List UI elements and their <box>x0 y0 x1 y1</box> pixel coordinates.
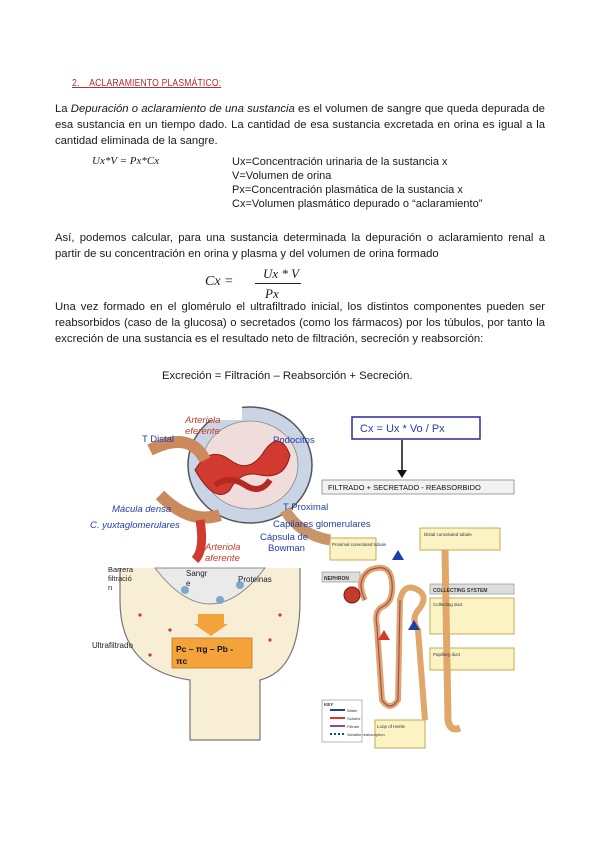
key-filtrate: Filtrate <box>347 724 360 729</box>
label-arteriola-aferente-2: aferente <box>205 553 240 564</box>
formula-arrowhead <box>397 470 407 478</box>
legend-v: V=Volumen de orina <box>232 170 332 182</box>
label-arteriola-eferente-1: Arteriola <box>185 415 221 426</box>
formula-numerator: Ux * V <box>263 266 300 281</box>
nephron-label: NEPHRON <box>324 576 350 582</box>
label-capsula-2: Bowman <box>268 543 305 554</box>
filtered-box-text: FILTRADO + SECRETADO - REABSORBIDO <box>328 483 481 492</box>
collecting-duct-label: Collecting duct <box>433 602 463 607</box>
intro-paragraph <box>55 101 545 149</box>
label-sangre-2: e <box>186 579 191 588</box>
section-title <box>72 77 221 89</box>
formula-lhs: Cx = <box>205 274 234 289</box>
label-sangre-1: Sangr <box>186 569 208 578</box>
legend-px: Px=Concentración plasmática de la sustancia x <box>232 184 463 196</box>
label-barrera-3: n <box>108 583 113 592</box>
label-t-proximal: T Proximal <box>283 502 329 513</box>
key-variable: Variable reabsorption <box>347 732 385 737</box>
label-c-yuxta: C. yuxtaglomerulares <box>90 520 180 531</box>
kidney-figure <box>90 400 540 780</box>
label-ultrafiltrado: Ultrafiltrado <box>92 641 133 650</box>
label-capilares: Capilares glomerulares <box>273 519 371 530</box>
filtration-detail <box>120 568 300 740</box>
loop-henle-label: Loop of Henle <box>377 724 406 729</box>
papillary-duct-label: Papillary duct <box>433 652 461 657</box>
legend-cx: Cx=Volumen plasmático depurado o “aclaramiento” <box>232 198 483 210</box>
label-arteriola-aferente-1: Arteriola <box>205 542 241 553</box>
legend-ux: Ux=Concentración urinaria de la sustancia x <box>232 156 448 168</box>
nephron-proximal-box: Proximal convoluted tubule <box>332 542 387 547</box>
label-pressure-1: Pc – πg – Pb - <box>176 644 234 654</box>
nephron-diagram <box>322 528 514 748</box>
collecting-label: COLLECTING SYSTEM <box>433 588 488 594</box>
section-title-text: ACLARAMIENTO PLASMÁTICO: <box>89 77 222 89</box>
key-water: Water <box>347 708 358 713</box>
label-capsula-1: Cápsula de <box>260 532 309 543</box>
section-number: 2. <box>72 77 80 89</box>
label-t-distal: T Distal <box>142 434 175 445</box>
paragraph-2: Así, podemos calcular, para una sustancia determinada la depuración o aclaramiento renal a partir de su concentración en orina y plasma y del volumen de orina formado <box>55 232 545 260</box>
formula-denominator: Px <box>265 286 279 301</box>
intro-italic: Depuración o aclaramiento de una sustancia <box>70 103 295 115</box>
label-podocitos: Podocitos <box>273 435 315 446</box>
key-solutes: Solutes <box>347 716 361 721</box>
nephron-distal-box: Distal convoluted tubule <box>424 532 472 537</box>
formula-box-text: Cx = Ux * Vo / Px <box>360 423 445 435</box>
key-label: KEY <box>324 702 334 707</box>
label-arteriola-eferente-2: eferente <box>185 426 220 437</box>
paragraph-3: Una vez formado en el glomérulo el ultrafiltrado inicial, los distintos componentes pueden ser reabsorbidos (caso de la glucosa) o secretados (como los fármacos) por los túbulos, por tanto la excreción de una sustancia es el resultado neto de filtración, secreción y reabsorción: <box>55 301 545 345</box>
label-proteinas: Proteinas <box>238 575 272 584</box>
fraction-bar <box>255 283 301 284</box>
label-pressure-2: πc <box>176 656 188 666</box>
label-macula-densa: Mácula densa <box>112 504 172 515</box>
excretion-equation: Excreción = Filtración – Reabsorción + Secreción. <box>162 370 413 382</box>
label-barrera-1: Barrera <box>108 565 134 574</box>
label-barrera-2: filtració <box>108 574 132 583</box>
intro-prefix: La <box>55 103 71 115</box>
intro-rest: es el volumen de sangre que queda depurada de esa sustancia en un tiempo dado. La cantidad de esa sustancia excretada en orina es igual a la cantidad eliminada de la sangre. <box>55 103 545 147</box>
formula-small: Ux*V = Px*Cx <box>92 155 160 167</box>
variable-legend <box>232 155 482 211</box>
